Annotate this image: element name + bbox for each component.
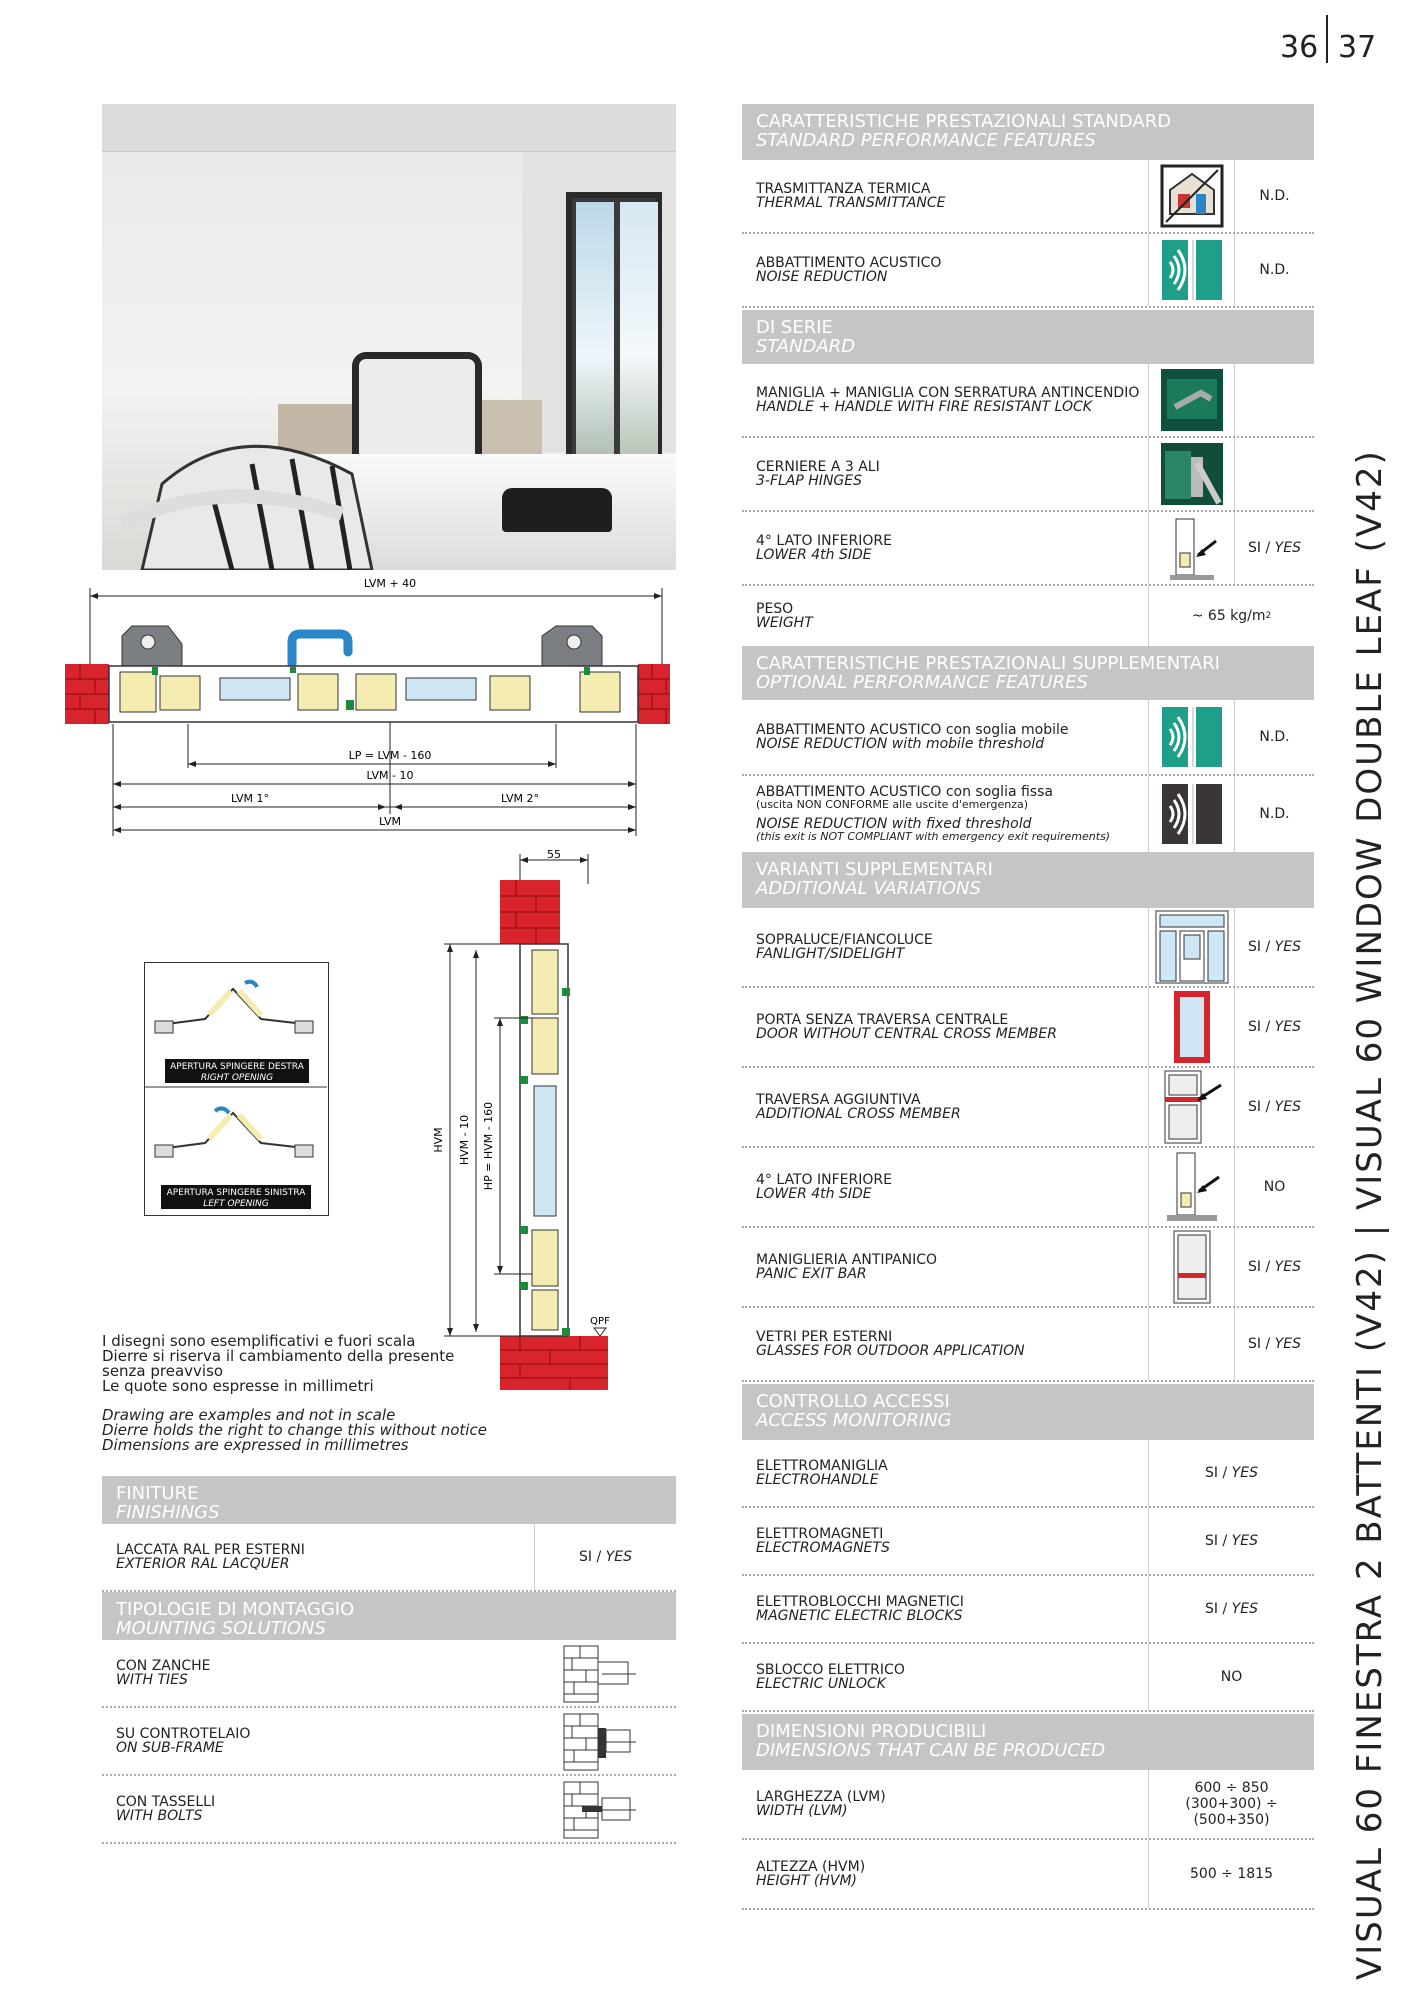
cross-member-icon <box>1159 1069 1225 1145</box>
width-range-double: (300+300) ÷ (500+350) <box>1185 1796 1278 1828</box>
vertical-title: VISUAL 60 FINESTRA 2 BATTENTI (V42) | VISUAL 60 WINDOW DOUBLE LEAF (V42) <box>1350 449 1390 1980</box>
lower-side-icon <box>1161 1149 1223 1225</box>
varianti-row-lower-side: 4° LATO INFERIORE LOWER 4th SIDE NO <box>742 1148 1314 1228</box>
note-it-2: Dierre si riserva il cambiamento della presente <box>102 1347 455 1365</box>
handle-value <box>1234 364 1314 436</box>
dim-hvm10: HVM - 10 <box>458 1114 471 1166</box>
varianti-row-cross-member: TRAVERSA AGGIUNTIVA ADDITIONAL CROSS MEMBER SI / YES <box>742 1068 1314 1148</box>
lower-side-icon <box>1162 515 1222 581</box>
wall-bolts-icon <box>562 1780 638 1840</box>
fanlight-icon <box>1154 909 1230 985</box>
office-photo <box>102 104 676 570</box>
thermal-icon-cell <box>1148 160 1234 232</box>
varianti-header: VARIANTI SUPPLEMENTARI ADDITIONAL VARIATIONS <box>742 852 1314 908</box>
note-it-4: Le quote sono espresse in millimetri <box>102 1377 374 1395</box>
hinges-value <box>1234 438 1314 510</box>
controllo-row-4: SBLOCCO ELETTRICO ELECTRIC UNLOCK NO <box>742 1644 1314 1712</box>
noise-mobile-icon <box>1160 705 1224 769</box>
dim-lvm40: LVM + 40 <box>363 577 417 590</box>
hinge-right <box>542 626 602 666</box>
dim-lvm2: LVM 2° <box>501 792 539 805</box>
finiture-value: SI / YES <box>534 1524 676 1590</box>
dim-lvm1: LVM 1° <box>231 792 269 805</box>
hinge-icon <box>1161 443 1223 505</box>
opening-diagram-box <box>144 962 329 1216</box>
handle-blue <box>292 634 348 664</box>
finiture-row: LACCATA RAL PER ESTERNI EXTERIOR RAL LACQUER SI / YES <box>102 1524 676 1592</box>
controllo-row-3: ELETTROBLOCCHI MAGNETICI MAGNETIC ELECTRIC BLOCKS SI / YES <box>742 1576 1314 1644</box>
sub-frame-icon <box>562 1712 638 1772</box>
optional-perf-header: CARATTERISTICHE PRESTAZIONALI SUPPLEMENTARI OPTIONAL PERFORMANCE FEATURES <box>742 646 1314 700</box>
montaggio-row-bolts: CON TASSELLI WITH BOLTS <box>102 1776 676 1844</box>
montaggio-row-ties: CON ZANCHE WITH TIES <box>102 1640 676 1708</box>
note-it-1: I disegni sono esemplificativi e fuori scala <box>102 1332 416 1350</box>
controllo-row-2: ELETTROMAGNETI ELECTROMAGNETS SI / YES <box>742 1508 1314 1576</box>
dim-hp: HP = HVM - 160 <box>482 1101 495 1191</box>
optional-perf-row-mobile: ABBATTIMENTO ACUSTICO con soglia mobile NOISE REDUCTION with mobile threshold N.D. <box>742 700 1314 776</box>
noise-icon <box>1160 238 1224 302</box>
montaggio-row-subframe: SU CONTROTELAIO ON SUB-FRAME <box>102 1708 676 1776</box>
dim-lvm10: LVM - 10 <box>366 769 414 782</box>
qpf-label: QPF <box>590 1316 610 1327</box>
right-opening-it: APERTURA SPINGERE DESTRA <box>170 1062 304 1072</box>
panic-bar-icon <box>1170 1229 1214 1305</box>
brick-right <box>638 664 670 724</box>
thermal-value: N.D. <box>1234 160 1314 232</box>
di-serie-row-hinges: CERNIERE A 3 ALI 3-FLAP HINGES <box>742 438 1314 512</box>
right-opening-en: RIGHT OPENING <box>200 1073 274 1083</box>
dimensioni-row-height: ALTEZZA (HVM) HEIGHT (HVM) 500 ÷ 1815 <box>742 1840 1314 1910</box>
lower-side-value: SI / YES <box>1234 512 1314 584</box>
vertical-section-drawing <box>420 850 650 1400</box>
varianti-row-fanlight: SOPRALUCE/FIANCOLUCE FANLIGHT/SIDELIGHT SI / YES <box>742 908 1314 988</box>
noise-value: N.D. <box>1234 234 1314 306</box>
weight-value: ~ 65 kg/m 2 <box>1148 586 1314 646</box>
page-number-left: 36 <box>1280 30 1319 65</box>
varianti-row-glass: VETRI PER ESTERNI GLASSES FOR OUTDOOR APPLICATION SI / YES <box>742 1308 1314 1382</box>
optional-perf-row-fixed: ABBATTIMENTO ACUSTICO con soglia fissa (uscita NON CONFORME alle uscite d'emergenza) NOISE REDUCTION with fixed threshold (this exit is NOT COMPLIANT with emergency exit requirements) N.D. <box>742 776 1314 854</box>
di-serie-row-handle: MANIGLIA + MANIGLIA CON SERRATURA ANTINCENDIO HANDLE + HANDLE WITH FIRE RESISTANT LOCK <box>742 364 1314 438</box>
handle-icon <box>1161 369 1223 431</box>
note-it-3: senza preavviso <box>102 1362 224 1380</box>
di-serie-header: DI SERIE STANDARD <box>742 310 1314 364</box>
standard-perf-row-thermal: TRASMITTANZA TERMICA THERMAL TRANSMITTANCE N.D. <box>742 160 1314 234</box>
note-en-3: Dimensions are expressed in millimetres <box>102 1436 409 1454</box>
dim-hvm: HVM <box>432 1127 445 1153</box>
wall-ties-icon <box>562 1644 638 1704</box>
dim-lp: LP = LVM - 160 <box>348 749 432 762</box>
width-range: 600 ÷ 850 <box>1194 1780 1269 1796</box>
finiture-title-en: FINISHINGS <box>116 1502 220 1523</box>
note-en-1: Drawing are examples and not in scale <box>102 1406 396 1424</box>
finiture-title-it: FINITURE <box>116 1483 199 1504</box>
chair-backs-image <box>102 354 412 570</box>
dim-55: 55 <box>547 850 561 861</box>
standard-perf-row-noise: ABBATTIMENTO ACUSTICO NOISE REDUCTION N.D. <box>742 234 1314 308</box>
note-en-2: Dierre holds the right to change this without notice <box>102 1421 487 1439</box>
dimensioni-row-width: LARGHEZZA (LVM) WIDTH (LVM) 600 ÷ 850 (300+300) ÷ (500+350) <box>742 1770 1314 1840</box>
left-opening-en: LEFT OPENING <box>203 1199 269 1209</box>
brick-bottom <box>500 1336 608 1390</box>
hinge-left <box>122 626 182 666</box>
right-opening-diagram <box>145 982 327 1087</box>
page-number-right: 37 <box>1338 30 1377 65</box>
di-serie-row-weight: PESO WEIGHT ~ 65 kg/m 2 <box>742 586 1314 648</box>
standard-perf-header: CARATTERISTICHE PRESTAZIONALI STANDARD STANDARD PERFORMANCE FEATURES <box>742 104 1314 160</box>
left-opening-it: APERTURA SPINGERE SINISTRA <box>166 1188 306 1198</box>
controllo-header: CONTROLLO ACCESSI ACCESS MONITORING <box>742 1384 1314 1440</box>
window-image <box>566 192 662 492</box>
noise-fixed-icon <box>1160 782 1224 846</box>
brick-left <box>65 664 109 724</box>
montaggio-header: TIPOLOGIE DI MONTAGGIO MOUNTING SOLUTIONS <box>102 1592 676 1640</box>
varianti-row-no-cross: PORTA SENZA TRAVERSA CENTRALE DOOR WITHOUT CENTRAL CROSS MEMBER SI / YES <box>742 988 1314 1068</box>
noise-fixed-value: N.D. <box>1234 776 1314 852</box>
varianti-row-panic-bar: MANIGLIERIA ANTIPANICO PANIC EXIT BAR SI / YES <box>742 1228 1314 1308</box>
horizontal-section-drawing <box>60 574 670 844</box>
telephone-image <box>502 488 612 532</box>
dimensioni-header: DIMENSIONI PRODUCIBILI DIMENSIONS THAT CAN BE PRODUCED <box>742 1714 1314 1770</box>
thermal-icon <box>1160 164 1224 228</box>
no-cross-icon <box>1170 989 1214 1065</box>
notes <box>102 1334 487 1453</box>
noise-mobile-value: N.D. <box>1234 700 1314 774</box>
controllo-row-1: ELETTROMANIGLIA ELECTROHANDLE SI / YES <box>742 1440 1314 1508</box>
brick-top <box>500 880 560 944</box>
height-range: 500 ÷ 1815 <box>1148 1840 1314 1908</box>
di-serie-row-lower-side: 4° LATO INFERIORE LOWER 4th SIDE SI / YES <box>742 512 1314 586</box>
page-number-divider <box>1326 15 1328 63</box>
finiture-header <box>102 1476 676 1524</box>
dim-lvm: LVM <box>379 815 401 828</box>
left-opening-diagram <box>155 1108 313 1209</box>
